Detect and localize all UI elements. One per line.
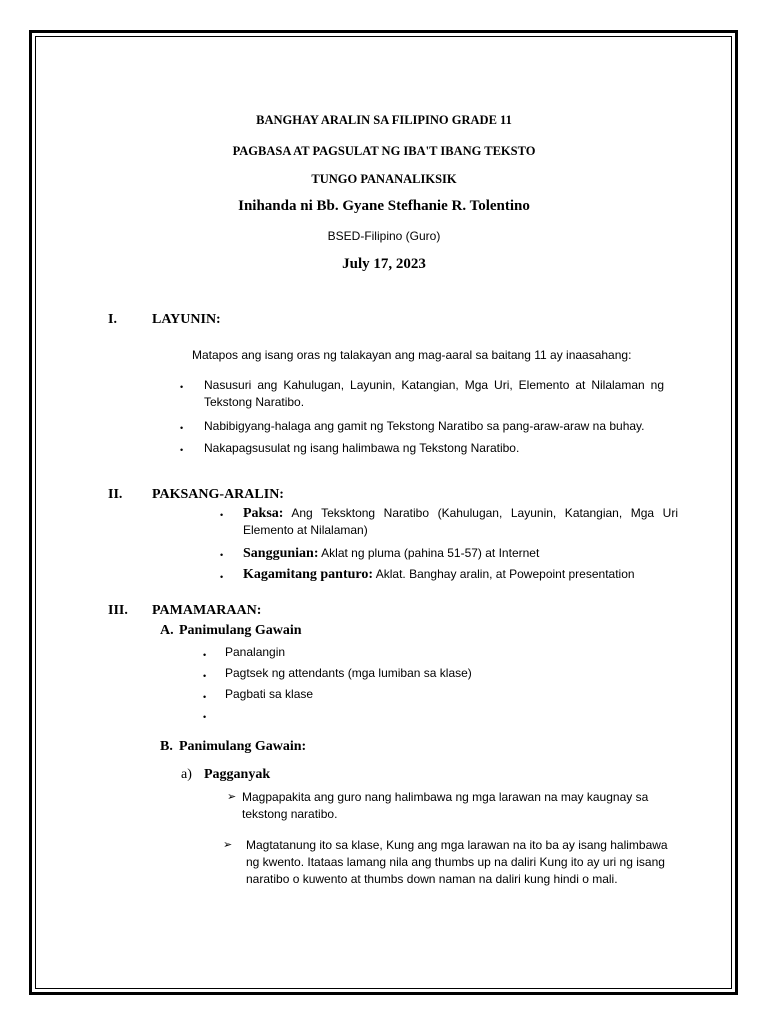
bullet-icon: • [220, 510, 224, 520]
arrow-bullet-icon: ➢ [223, 838, 233, 851]
motivation-text-wrap [242, 789, 672, 823]
reference-item [243, 545, 539, 562]
activity-item: Panalangin [225, 645, 286, 659]
reference-label: Sanggunian: [243, 546, 319, 561]
objective-item: Nasusuri ang Kahulugan, Layunin, Katangian, Mga Uri, Elemento at Nilalaman ng Tekstong Naratibo. [204, 378, 664, 409]
objective-item: Nabibigyang-halaga ang gamit ng Tekstong Naratibo sa pang-araw-araw na buhay. [204, 419, 645, 433]
topic-text: Ang Teksktong Naratibo (Kahulugan, Layunin, Katangian, Mga Uri Elemento at Nilalaman) [243, 506, 678, 537]
objective-item: Nakapagsusulat ng isang halimbawa ng Tekstong Naratibo. [204, 441, 520, 455]
bullet-icon: • [180, 382, 184, 392]
bullet-icon: • [220, 550, 224, 560]
doc-title-line2: PAGBASA AT PAGSULAT NG IBA'T IBANG TEKSTO [232, 144, 536, 158]
bullet-icon: • [203, 671, 207, 681]
section3-title: PAMAMARAAN: [152, 603, 262, 618]
bullet-icon: • [203, 650, 207, 660]
topic-item [243, 505, 678, 539]
bullet-icon: • [220, 572, 224, 582]
bullet-icon: • [203, 692, 207, 702]
bullet-icon: • [203, 712, 207, 722]
activity-item: Pagbati sa klase [225, 687, 314, 701]
section1-number: I. [108, 312, 117, 327]
bullet-icon: • [180, 445, 184, 455]
motivation-item [242, 789, 672, 823]
section3-number: III. [108, 603, 128, 618]
subsection-b-label: B. [160, 739, 173, 754]
part-a-title: Pagganyak [204, 767, 271, 782]
section1-intro: Matapos ang isang oras ng talakayan ang mag-aaral sa baitang 11 ay inaasahang: [192, 348, 632, 362]
bullet-icon: • [180, 423, 184, 433]
section2-number: II. [108, 487, 123, 502]
activity-item: Pagtsek ng attendants (mga lumiban sa klase) [225, 666, 472, 680]
topic-label: Paksa: [243, 506, 284, 521]
materials-item [243, 566, 635, 583]
subsection-b-title: Panimulang Gawain: [179, 739, 307, 754]
section1-title: LAYUNIN: [152, 312, 221, 327]
doc-title-line3: TUNGO PANANALIKSIK [311, 172, 457, 186]
arrow-bullet-icon: ➢ [227, 790, 237, 803]
prepared-by: Inihanda ni Bb. Gyane Stefhanie R. Tolentino [238, 198, 530, 214]
program: BSED-Filipino (Guro) [327, 229, 441, 243]
materials-text: Aklat. Banghay aralin, at Powepoint presentation [375, 567, 635, 581]
materials-label: Kagamitang panturo: [243, 567, 374, 582]
subsection-a-title: Panimulang Gawain [179, 623, 302, 638]
part-a-label: a) [181, 767, 192, 782]
reference-text: Aklat ng pluma (pahina 51-57) at Internet [321, 546, 540, 560]
subsection-a-label: A. [160, 623, 174, 638]
motivation-item: Magtatanung ito sa klase, Kung ang mga larawan na ito ba ay isang halimbawa ng kwento. Itataas lamang nila ang thumbs up na daliri Kung ito ay uri ng isang naratibo o kuwento at thumbs down naman na daliri kung hindi o mali. [246, 838, 668, 886]
doc-date: July 17, 2023 [342, 256, 426, 272]
doc-title-line1: BANGHAY ARALIN SA FILIPINO GRADE 11 [256, 113, 512, 127]
motivation-text: Magpapakita ang guro nang halimbawa ng mga larawan na may kaugnay sa tekstong naratibo. [242, 790, 649, 821]
section2-title: PAKSANG-ARALIN: [152, 487, 284, 502]
